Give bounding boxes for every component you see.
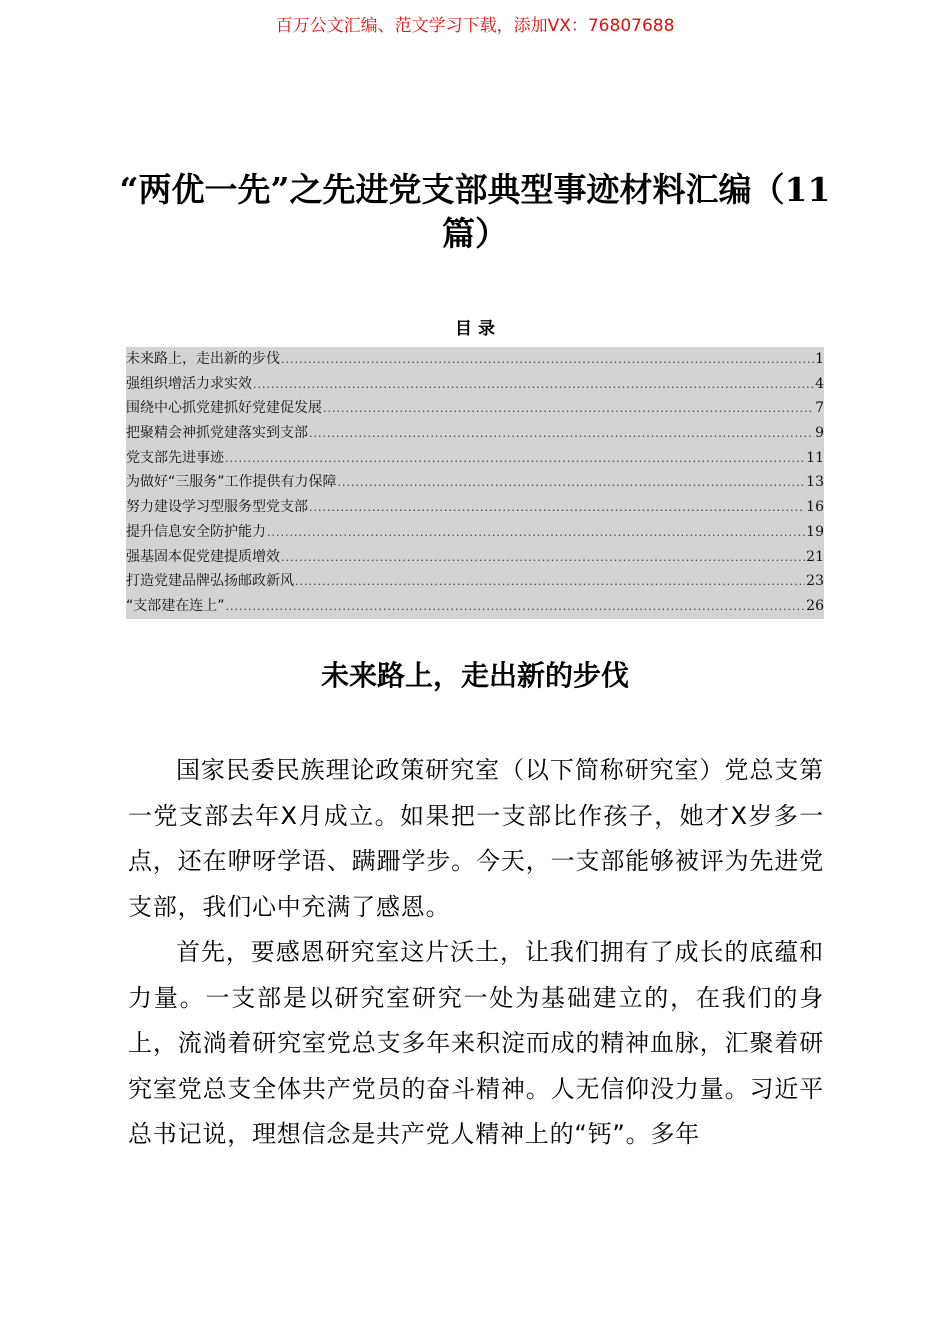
- toc-entry-label: 打造党建品牌弘扬邮政新风: [126, 573, 294, 590]
- toc-leader-dots: [309, 496, 805, 521]
- toc-leader-dots: [309, 422, 814, 447]
- toc-entry-page: 9: [815, 425, 824, 442]
- section-body: [128, 748, 824, 1158]
- toc-leader-dots: [225, 447, 805, 472]
- toc-entry-page: 19: [806, 523, 824, 540]
- toc-entry-page: 7: [815, 400, 824, 417]
- toc-leader-dots: [253, 373, 814, 398]
- toc-entry[interactable]: [126, 396, 824, 421]
- toc-entry-label: 努力建设学习型服务型党支部: [126, 499, 308, 516]
- toc-entry-label: 强基固本促党建提质增效: [126, 548, 280, 565]
- toc-leader-dots: [281, 348, 814, 373]
- document-title: “两优一先”之先进党支部典型事迹材料汇编（11篇）: [119, 170, 831, 253]
- toc-leader-dots: [267, 521, 805, 546]
- toc-entry[interactable]: [126, 520, 824, 545]
- toc-entry-label: 党支部先进事迹: [126, 449, 224, 466]
- header-watermark-note: 百万公文汇编、范文学习下载，添加VX：76807688: [275, 16, 675, 36]
- toc-entry[interactable]: [126, 347, 824, 372]
- toc-entry-label: 强组织增活力求实效: [126, 375, 252, 392]
- toc-heading: 目 录: [455, 319, 495, 339]
- toc-entry-label: 围绕中心抓党建抓好党建促发展: [126, 400, 322, 417]
- toc-entry-page: 23: [806, 573, 824, 590]
- toc-entry-label: 为做好“三服务”工作提供有力保障: [126, 474, 337, 491]
- toc-entry-page: 1: [815, 351, 824, 367]
- toc-entry-label: 提升信息安全防护能力: [126, 523, 266, 540]
- body-paragraph: 首先，要感恩研究室这片沃土，让我们拥有了成长的底蕴和力量。一支部是以研究室研究一处为基础建立的，在我们的身上，流淌着研究室党总支多年来积淀而成的精神血脉，汇聚着研究室党总支全体共产党员的奋斗精神。人无信仰没力量。习近平总书记说，理想信念是共产党人精神上的“钙”。多年: [128, 938, 824, 1148]
- toc-entry-page: 4: [815, 375, 824, 392]
- toc-entry-page: 21: [806, 548, 824, 565]
- toc-entry[interactable]: [126, 545, 824, 570]
- toc-entry[interactable]: [126, 569, 824, 594]
- toc-entry[interactable]: [126, 495, 824, 520]
- toc-entry[interactable]: [126, 594, 824, 619]
- toc-leader-dots: [281, 546, 805, 571]
- toc-entry-label: “支部建在连上”: [126, 597, 225, 614]
- toc-leader-dots: [323, 397, 814, 422]
- toc-entry[interactable]: [126, 372, 824, 397]
- toc-entry[interactable]: [126, 470, 824, 495]
- toc-entry-page: 16: [806, 499, 824, 516]
- toc-entry-page: 11: [806, 449, 824, 466]
- toc-leader-dots: [226, 595, 806, 620]
- toc-entry[interactable]: [126, 421, 824, 446]
- toc-entry-page: 26: [806, 597, 824, 614]
- section-title: 未来路上，走出新的步伐: [320, 659, 629, 692]
- toc-entry[interactable]: [126, 446, 824, 471]
- toc-entry-page: 13: [806, 474, 824, 491]
- body-paragraph: 国家民委民族理论政策研究室（以下简称研究室）党总支第一党支部去年X月成立。如果把一支部比作孩子，她才X岁多一点，还在咿呀学语、蹒跚学步。今天，一支部能够被评为先进党支部，我们心中充满了感恩。: [128, 756, 824, 921]
- toc-entry-label: 未来路上，走出新的步伐: [126, 351, 280, 367]
- toc-leader-dots: [338, 471, 806, 496]
- table-of-contents: [126, 347, 824, 619]
- toc-leader-dots: [295, 570, 805, 595]
- toc-entry-label: 把聚精会神抓党建落实到支部: [126, 425, 308, 442]
